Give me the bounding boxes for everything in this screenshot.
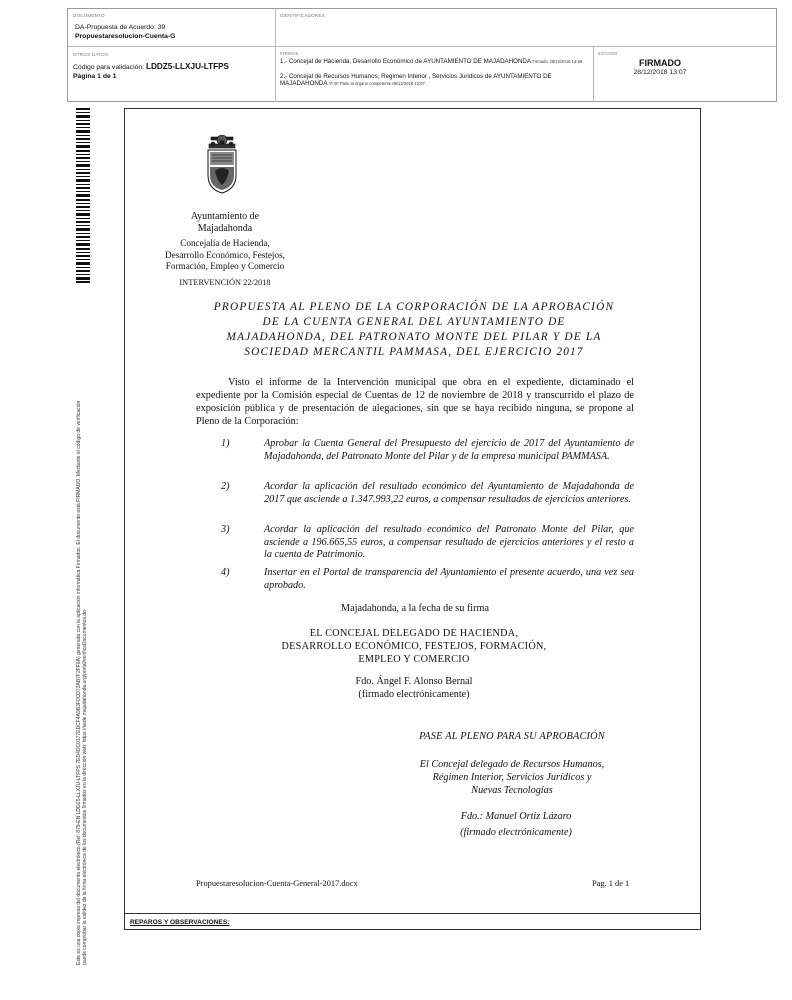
footer-page: Pag. 1 de 1 bbox=[592, 879, 630, 888]
reference: INTERVENCIÓN 22/2018 bbox=[179, 278, 271, 287]
reparos-box bbox=[124, 913, 701, 930]
doc-name: Propuestaresolucion-Cuenta-G bbox=[75, 33, 176, 40]
dept-line-3: Formación, Empleo y Comercio bbox=[165, 261, 285, 272]
signature-role-line-3: EMPLEO Y COMERCIO bbox=[358, 654, 470, 666]
approval-name-block bbox=[416, 809, 616, 841]
validation-line bbox=[73, 62, 229, 72]
item-text: Aprobar la Cuenta General del Presupuesto del ejercicio de 2017 del Ayuntamiento de Majadahonda, del Patronato Monte del Pilar y de la empresa municipal PAMMASA. bbox=[264, 438, 634, 462]
documento-caption: DOCUMENTO bbox=[73, 13, 105, 18]
item-number: 1) bbox=[221, 438, 230, 449]
item-text: Insertar en el Portal de transparencia del Ayuntamiento el presente acuerdo, una vez sea aprobado. bbox=[264, 567, 634, 591]
org-line-1: Ayuntamiento de bbox=[190, 211, 260, 222]
approval-role-line-1: El Concejal delegado de Recursos Humanos, bbox=[419, 759, 605, 770]
footer-filename: Propuestaresolucion-Cuenta-General-2017.docx bbox=[196, 879, 358, 888]
signature-role bbox=[190, 627, 638, 667]
signature-note: (firmado electrónicamente) bbox=[358, 689, 470, 700]
estado-date: 28/12/2018 13:07 bbox=[633, 69, 687, 76]
firma-2-note: Vº Bº Pase al órgano competente 09/12/2018 13:07 bbox=[328, 81, 425, 87]
firma-1-date: 28/12/2018 14:59 bbox=[549, 59, 583, 64]
item-number: 3) bbox=[221, 524, 230, 535]
item-text: Acordar la aplicación del resultado económico del Ayuntamiento de Majadahonda de 2017 que asciende a 1.347.993,22 euros, a compensar resultados de ejercicios anteriores. bbox=[264, 481, 634, 505]
municipal-crest-icon bbox=[203, 135, 241, 195]
title-line-3: MAJADAHONDA, DEL PATRONATO MONTE DEL PILAR Y DE LA bbox=[226, 331, 602, 343]
firma-1 bbox=[280, 58, 592, 65]
otros-datos-cell bbox=[68, 47, 276, 102]
approval-role-line-2: Régimen Interior, Servicios Jurídicos y bbox=[432, 772, 592, 783]
dept-line-1: Concejalía de Hacienda, bbox=[180, 238, 270, 248]
signature-place: Majadahonda, a la fecha de su firma bbox=[341, 603, 489, 614]
firma-1-text: 1.- Concejal de Hacienda, Desarrollo Económico de AYUNTAMIENTO DE MAJADAHONDA bbox=[280, 58, 531, 65]
estado-cell bbox=[594, 47, 777, 102]
item-text: Acordar la aplicación del resultado económico del Patronato Monte del Pilar, que asciende a 196.665,55 euros, a compensar resultado de ejercicios anteriores y el resto a la cuenta de Patrimonio. bbox=[264, 524, 634, 560]
approval-role-line-3: Nuevas Tecnologías bbox=[471, 785, 553, 796]
validation-label: Código para validación: bbox=[73, 64, 145, 71]
approval-note: (firmado electrónicamente) bbox=[460, 827, 572, 838]
proposal-title bbox=[190, 300, 638, 360]
barcode bbox=[76, 108, 90, 283]
verification-side-text bbox=[76, 275, 89, 965]
item-number: 2) bbox=[221, 481, 230, 492]
documento-cell bbox=[68, 9, 276, 47]
department bbox=[150, 238, 300, 273]
signature-name-block bbox=[310, 675, 518, 701]
intro-paragraph: Visto el informe de la Intervención municipal que obra en el expediente, dictaminado el expediente por la Comisión especial de Cuentas de 12 de noviembre de 2018 y transcurrido el plazo de exposición pública y de presentación de alegaciones, sin que se haya recibido ninguna, se propone al Pleno de la Corporación: bbox=[196, 377, 634, 427]
side-text-line-2: puede comprobar la validez de la firma electrónica de los documentos firmados en la dirección web: https://sede.majadahonda.org/portal/verificaDocumentos.do bbox=[82, 610, 89, 965]
approval-name: Fdo.: Manuel Ortiz Lázaro bbox=[460, 811, 572, 822]
side-text-line-1: Este es una copia impresa del documento electrónico (Ref: 879-EN LDDZ5-LLXJU-LTFPS 7ED4DC0177EDCF4A9B3F0CD73AB7F2FF6A) generada con la aplicación informática Firmadoc. El documento está FIRMADO. Mediante el código de verificación bbox=[76, 400, 82, 965]
signature-role-line-1: EL CONCEJAL DELEGADO DE HACIENDA, bbox=[309, 628, 519, 639]
doc-type: DA-Propuesta de Acuerdo: 39 bbox=[75, 24, 166, 31]
firmas-cell bbox=[276, 47, 594, 102]
reparos-label: REPAROS Y OBSERVACIONES: bbox=[130, 919, 230, 926]
estado-value: FIRMADO bbox=[639, 58, 681, 68]
title-line-4: SOCIEDAD MERCANTIL PAMMASA, DEL EJERCICIO 2017 bbox=[244, 346, 584, 358]
approval-role bbox=[380, 758, 644, 797]
page-info: Página 1 de 1 bbox=[73, 73, 117, 80]
firma-2-text: 2.- Concejal de Recursos Humanos, Regimen Interior , Servicios Juridicos de AYUNTAMIENTO DE MAJADAHONDA bbox=[280, 73, 552, 88]
otros-datos-caption: OTROS DATOS bbox=[73, 52, 109, 57]
firma-1-note: Firmado bbox=[532, 59, 548, 64]
firmas-caption: FIRMAS bbox=[280, 51, 299, 56]
title-line-2: DE LA CUENTA GENERAL DEL AYUNTAMIENTO DE bbox=[262, 316, 566, 328]
identificadores-caption: IDENTIFICADORES bbox=[280, 13, 325, 18]
validation-code: LDDZ5-LLXJU-LTFPS bbox=[145, 62, 230, 71]
document-header bbox=[67, 8, 777, 102]
approval-heading: PASE AL PLENO PARA SU APROBACIÓN bbox=[419, 731, 605, 742]
org-name bbox=[170, 211, 280, 235]
signature-name: Fdo. Ángel F. Alonso Bernal bbox=[355, 676, 473, 687]
dept-line-2: Desarrollo Económico, Festejos, bbox=[165, 249, 285, 260]
firma-2 bbox=[280, 73, 592, 87]
org-line-2: Majadahonda bbox=[197, 223, 253, 234]
estado-caption: ESTADO bbox=[598, 51, 618, 56]
signature-role-line-2: DESARROLLO ECONÓMICO, FESTEJOS, FORMACIÓN, bbox=[281, 641, 547, 653]
item-number: 4) bbox=[221, 567, 230, 578]
title-line-1: PROPUESTA AL PLENO DE LA CORPORACIÓN DE LA APROBACIÓN bbox=[213, 301, 615, 313]
identificadores-cell bbox=[276, 9, 777, 47]
